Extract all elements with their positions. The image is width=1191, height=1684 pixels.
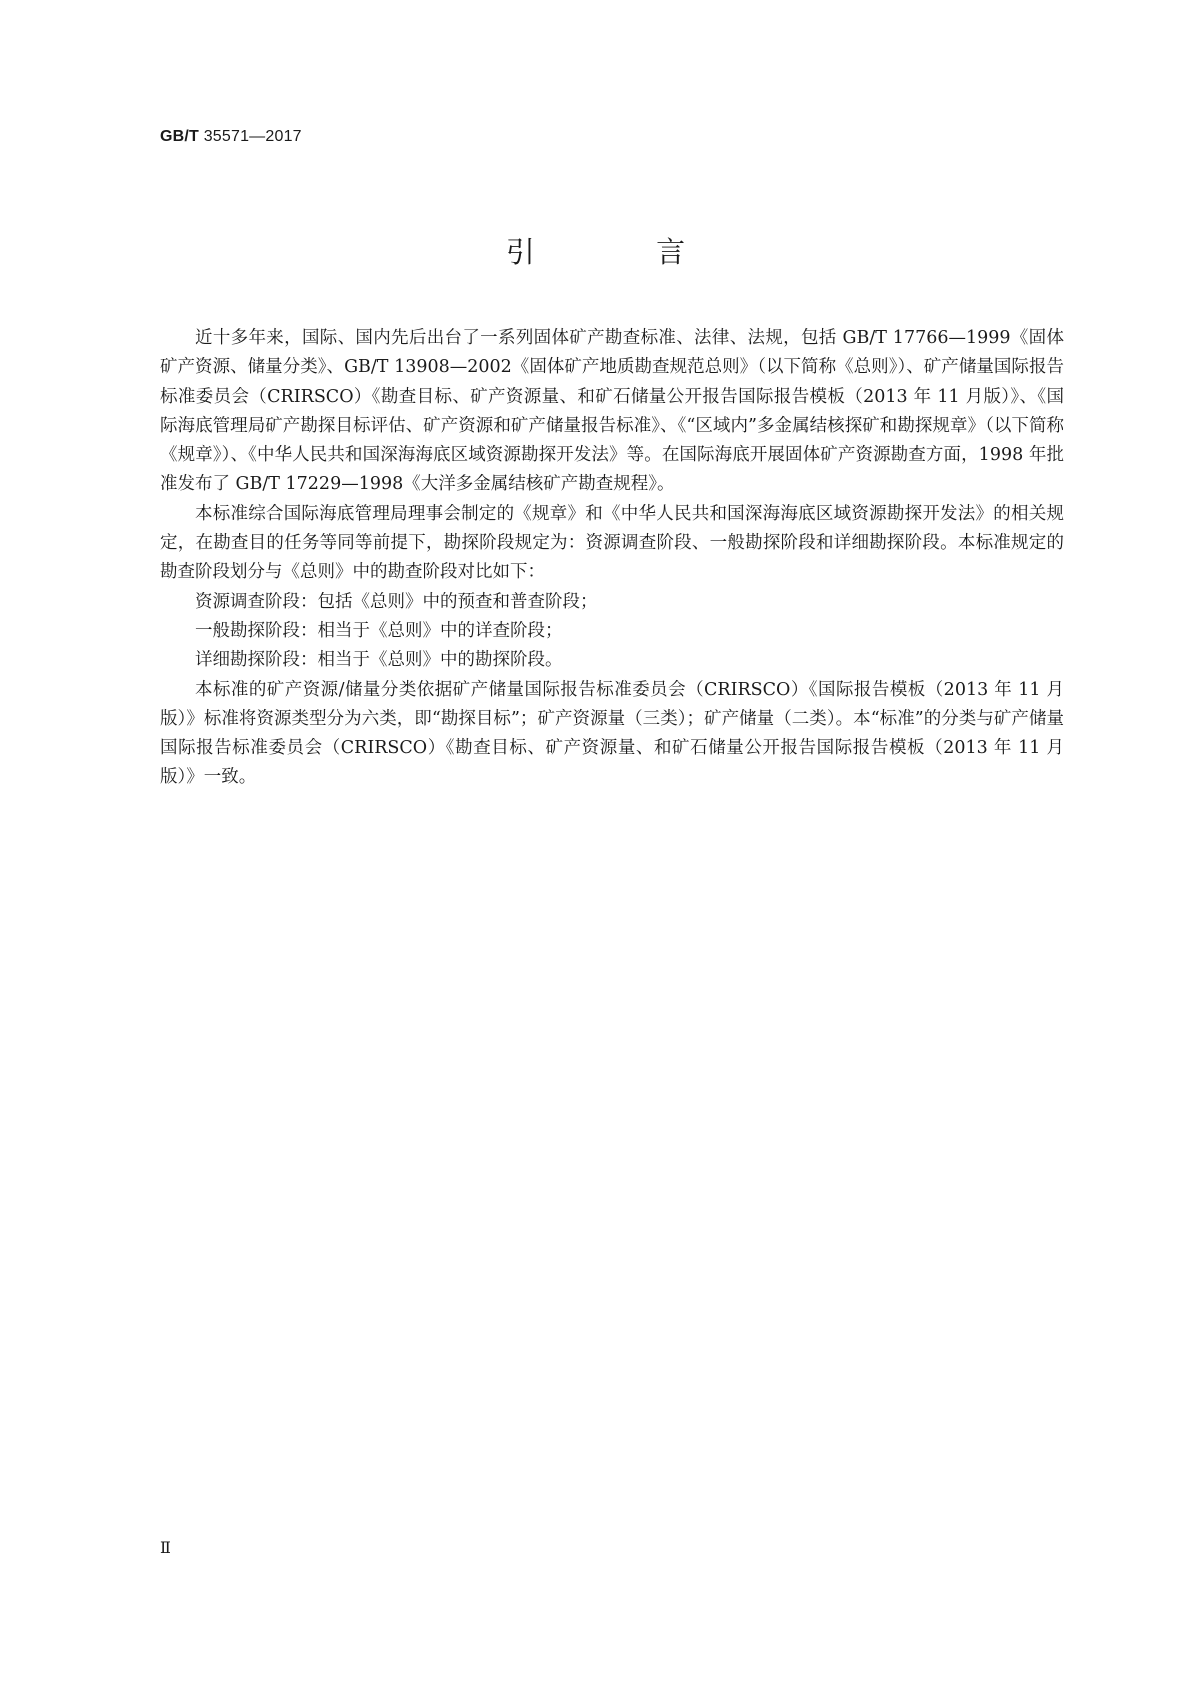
paragraph-2: 本标准综合国际海底管理局理事会制定的《规章》和《中华人民共和国深海海底区域资源勘探开发法》的相关规定，在勘查目的任务等同等前提下，勘探阶段规定为：资源调查阶段、一般勘探阶段和详细勘探阶段。本标准规定的勘查阶段划分与《总则》中的勘查阶段对比如下：: [160, 503, 1064, 583]
page-number: Ⅱ: [160, 1540, 171, 1557]
section-title: 引 言: [505, 235, 742, 269]
standard-code: [160, 128, 302, 146]
paragraph-3: 资源调查阶段：包括《总则》中的预查和普查阶段；: [195, 591, 598, 612]
paragraph-1: 近十多年来，国际、国内先后出台了一系列固体矿产勘查标准、法律、法规，包括 GB/T 17766—1999《固体矿产资源、储量分类》、GB/T 13908—2002《固体矿产地质勘查规范总则》（以下简称《总则》）、矿产储量国际报告标准委员会（CRIRSCO）《勘查目标、矿产资源量、和矿石储量公开报告国际报告模板（2013 年 11 月版）》、《国际海底管理局矿产勘探目标评估、矿产资源和矿产储量报告标准》、《“区域内”多金属结核探矿和勘探规章》（以下简称《规章》）、《中华人民共和国深海海底区域资源勘探开发法》等。在国际海底开展固体矿产资源勘查方面，1998 年批准发布了 GB/T 17229—1998《大洋多金属结核矿产勘查规程》。: [160, 328, 1064, 495]
paragraph-6: 本标准的矿产资源/储量分类依据矿产储量国际报告标准委员会（CRIRSCO）《国际报告模板（2013 年 11 月版）》标准将资源类型分为六类，即“勘探目标”；矿产资源量（三类）；矿产储量（二类）。本“标准”的分类与矿产储量国际报告标准委员会（CRIRSCO）《勘查目标、矿产资源量、和矿石储量公开报告国际报告模板（2013 年 11 月版）》一致。: [160, 679, 1064, 788]
standard-number: 35571—2017: [203, 128, 302, 145]
standard-prefix: GB/T: [160, 128, 200, 145]
paragraph-5: 详细勘探阶段：相当于《总则》中的勘探阶段。: [195, 650, 563, 671]
body-text: [160, 324, 1064, 793]
paragraph-4: 一般勘探阶段：相当于《总则》中的详查阶段；: [195, 620, 563, 641]
